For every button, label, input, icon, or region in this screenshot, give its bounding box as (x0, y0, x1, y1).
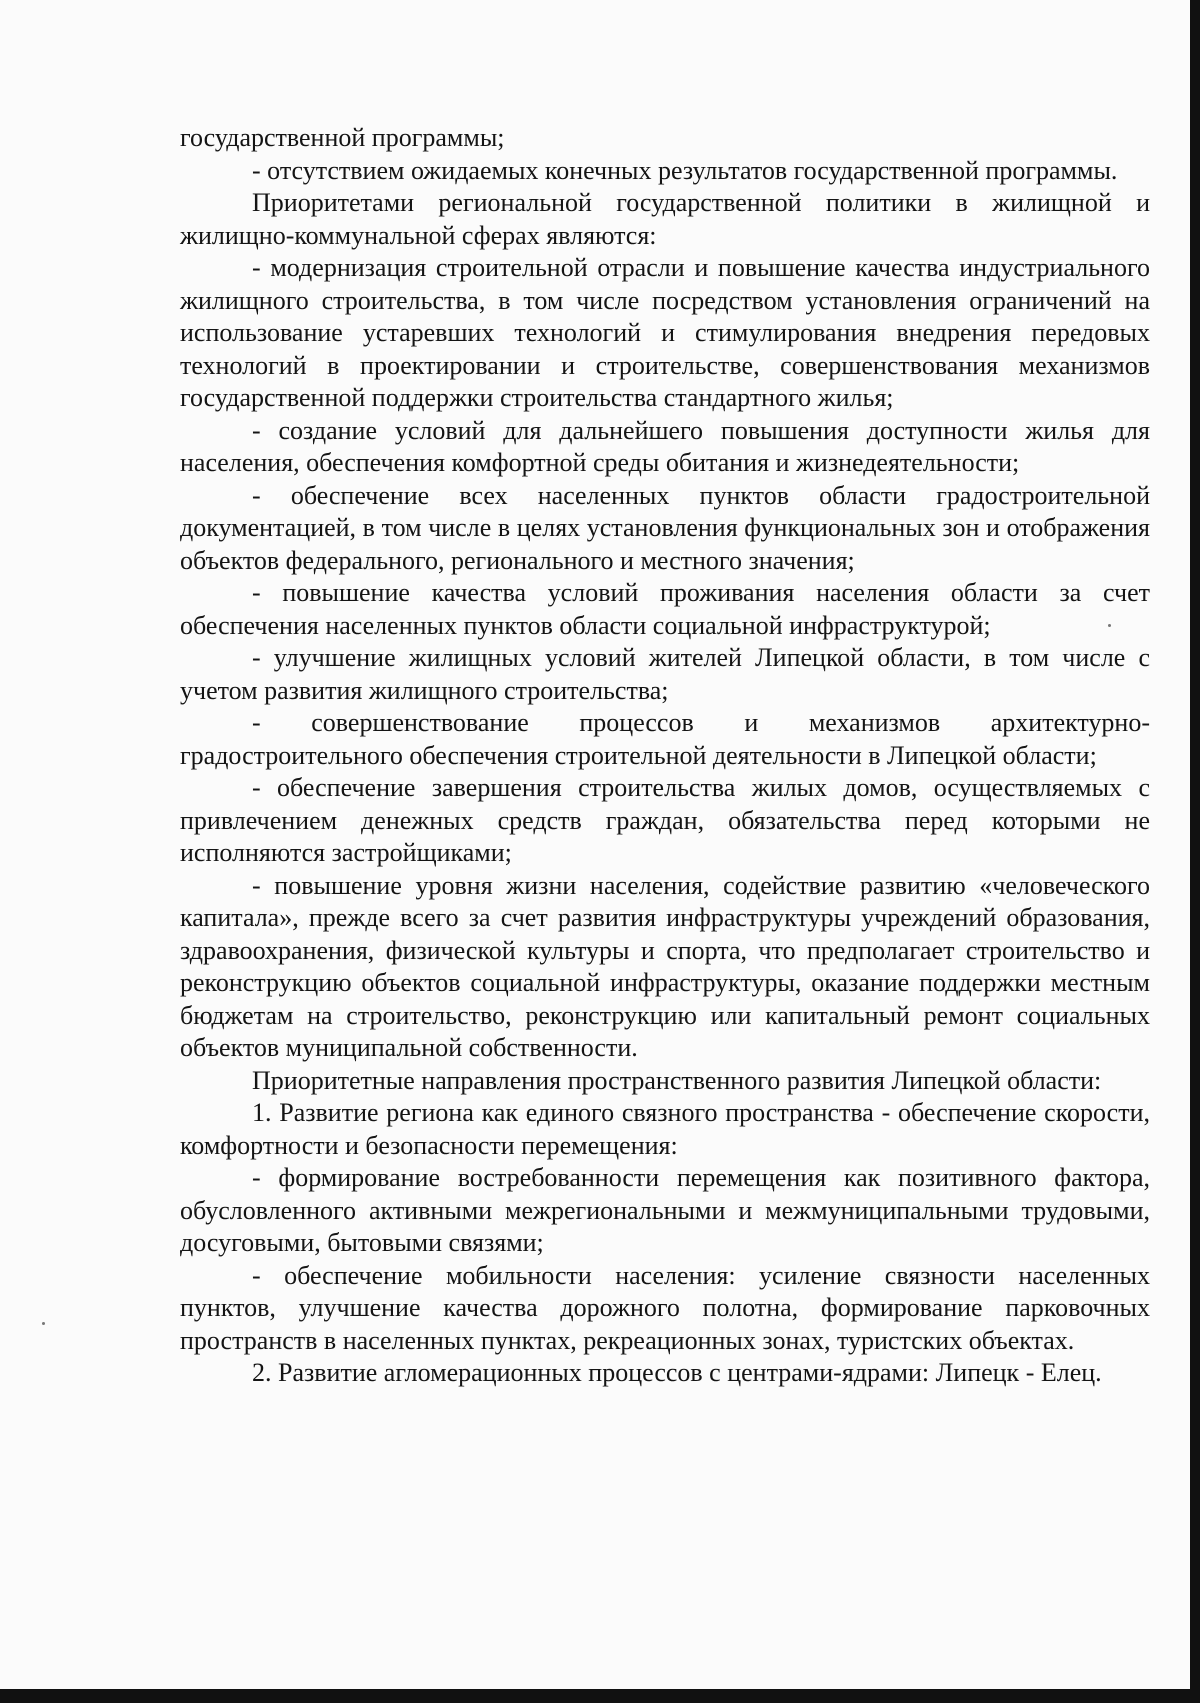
paragraph-policy-priorities: Приоритетами региональной государственной политики в жилищной и жилищно-коммунальной сферах являются: (180, 188, 1150, 250)
paragraph-population-mobility: - обеспечение мобильности населения: усиление связности населенных пунктов, улучшение качества дорожного полотна, формирование парковочных пространств в населенных пунктах, рекреационных зонах, туристских объектах. (180, 1260, 1150, 1355)
paragraph-housing-improvement: - улучшение жилищных условий жителей Липецкой области, в том числе с учетом развития жилищного строительства; (180, 643, 1150, 705)
scan-border-bottom (0, 1689, 1200, 1703)
scan-border-right (1190, 0, 1200, 1703)
document-body (180, 122, 1150, 1390)
paragraph-program-continuation: государственной программы; (180, 123, 505, 152)
paragraph-living-standards: - повышение уровня жизни населения, содействие развитию «человеческого капитала», прежде всего за счет развития инфраструктуры учреждений образования, здравоохранения, физической культуры и спорта, что предполагает строительство и реконструкцию объектов социальной инфраструктуры, оказание поддержки местным бюджетам на строительство, реконструкцию или капитальный ремонт социальных объектов муниципальной собственности. (180, 870, 1150, 1062)
paragraph-living-conditions: - повышение качества условий проживания населения области за счет обеспечения населенных пунктов области социальной инфраструктурой; (180, 578, 1150, 640)
paragraph-mobility-demand: - формирование востребованности перемещения как позитивного фактора, обусловленного активными межрегиональными и межмуниципальными трудовыми, досуговыми, бытовыми связями; (180, 1163, 1150, 1257)
paragraph-region-connectivity: 1. Развитие региона как единого связного пространства - обеспечение скорости, комфортности и безопасности перемещения: (180, 1098, 1150, 1160)
paragraph-agglomeration: 2. Развитие агломерационных процессов с центрами-ядрами: Липецк - Елец. (252, 1358, 1102, 1387)
scan-speck (1108, 624, 1111, 627)
paragraph-spatial-priorities: Приоритетные направления пространственного развития Липецкой области: (252, 1065, 1102, 1095)
scan-speck (42, 1322, 45, 1325)
paragraph-urban-planning-docs: - обеспечение всех населенных пунктов области градостроительной документацией, в том числе в целях установления функциональных зон и отображения объектов федерального, регионального и местного значения; (180, 480, 1150, 575)
paragraph-architecture-processes: - совершенствование процессов и механизмов архитектурно-градостроительного обеспечения строительной деятельности в Липецкой области; (180, 708, 1150, 770)
paragraph-construction-modernization: - модернизация строительной отрасли и повышение качества индустриального жилищного строительства, в том числе посредством установления ограничений на использование устаревших технологий и стимулирования внедрения передовых технологий в проектировании и строительстве, совершенствования механизмов государственной поддержки строительства стандартного жилья; (180, 253, 1150, 412)
paragraph-missing-results: - отсутствием ожидаемых конечных результатов государственной программы. (252, 155, 1118, 185)
paragraph-unfinished-houses: - обеспечение завершения строительства жилых домов, осуществляемых с привлечением денежных средств граждан, обязательства перед которыми не исполняются застройщиками; (180, 773, 1150, 867)
paragraph-housing-affordability: - создание условий для дальнейшего повышения доступности жилья для населения, обеспечения комфортной среды обитания и жизнедеятельности; (180, 415, 1150, 477)
